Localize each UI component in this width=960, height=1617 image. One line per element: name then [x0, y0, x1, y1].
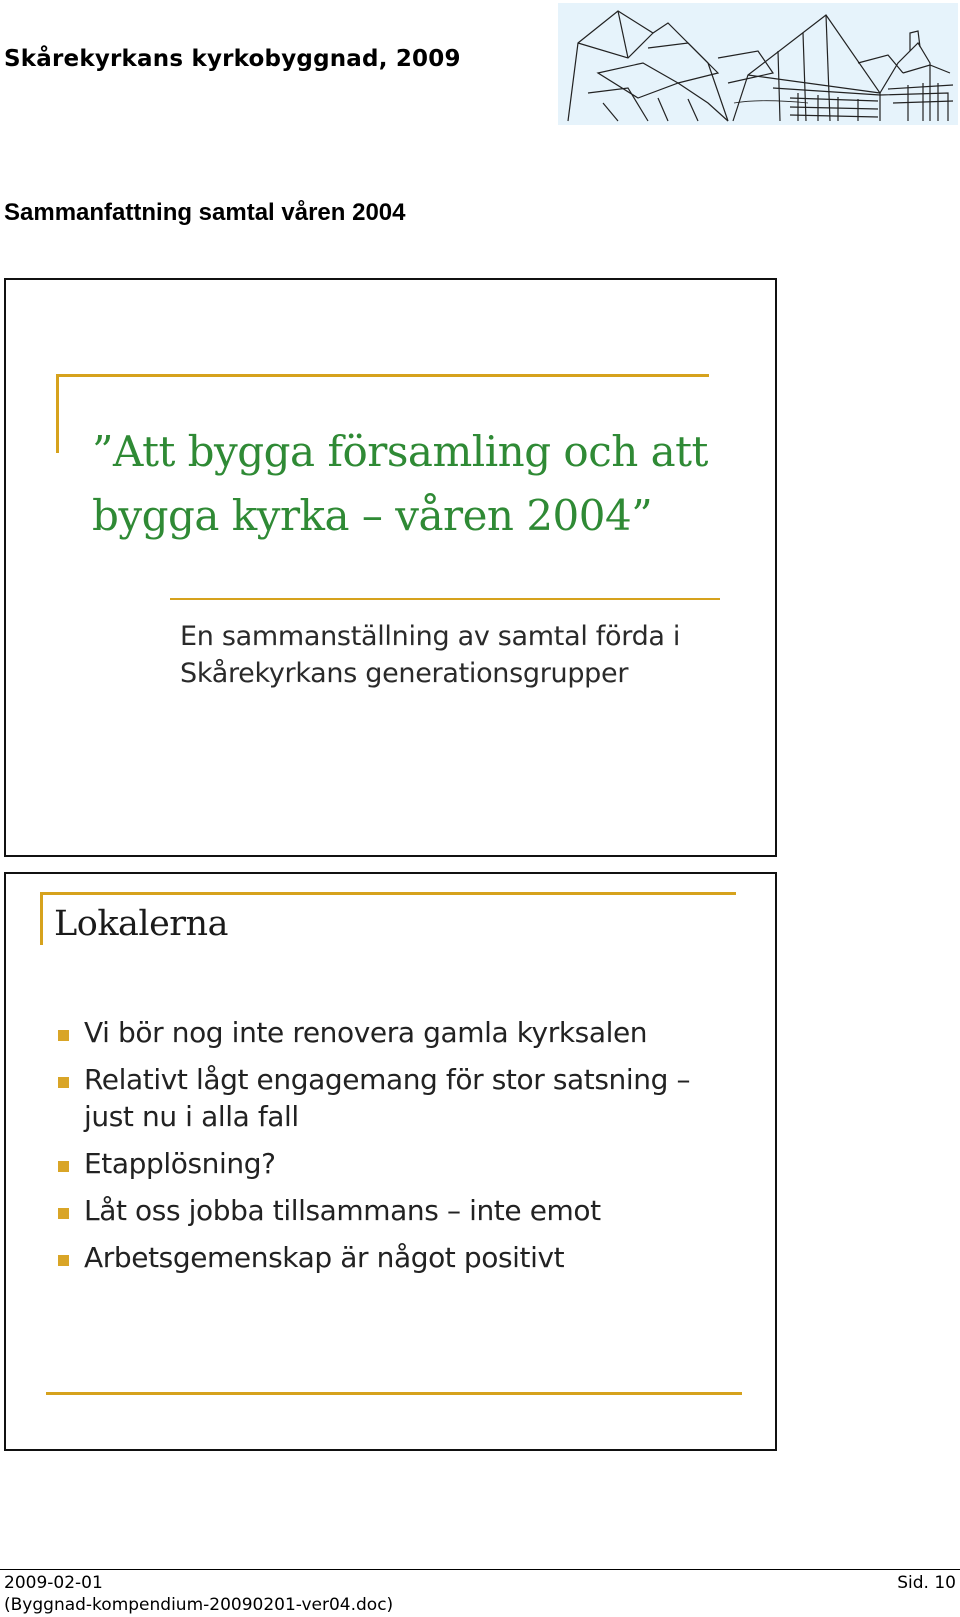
slide-subtitle-line-1: En sammanställning av samtal förda i [180, 621, 681, 652]
page-number: Sid. 10 [897, 1573, 956, 1593]
slide-left-rule [56, 374, 59, 453]
bullet-item [50, 1061, 704, 1135]
slide-top-rule [56, 374, 709, 377]
square-bullet-icon [58, 1077, 69, 1088]
bullet-item [50, 1145, 730, 1182]
square-bullet-icon [58, 1030, 69, 1041]
bullet-list [50, 1014, 730, 1286]
bullet-text: Etapplösning? [84, 1147, 276, 1180]
slide-title-line-2: bygga kyrka – våren 2004” [92, 491, 653, 540]
slide-title-page [4, 278, 777, 857]
bullet-text: Relativt lågt engagemang för stor satsning – just nu i alla fall [84, 1063, 691, 1133]
footer-date: 2009-02-01 [4, 1573, 103, 1593]
slide-subtitle [180, 618, 740, 692]
slide-subtitle-rule [170, 598, 720, 600]
square-bullet-icon [58, 1255, 69, 1266]
slide-subtitle-line-2: Skårekyrkans generationsgrupper [180, 658, 629, 689]
square-bullet-icon [58, 1161, 69, 1172]
bullet-item [50, 1239, 730, 1276]
footer-divider [0, 1569, 960, 1570]
church-sketch-illustration [558, 3, 958, 125]
document-title: Skårekyrkans kyrkobyggnad, 2009 [4, 46, 461, 72]
slide-lokalerna [4, 872, 777, 1451]
square-bullet-icon [58, 1208, 69, 1219]
bullet-text: Vi bör nog inte renovera gamla kyrksalen [84, 1016, 648, 1049]
bullet-text: Arbetsgemenskap är något positivt [84, 1241, 565, 1274]
bullet-item [50, 1014, 730, 1051]
footer-filename: (Byggnad-kompendium-20090201-ver04.doc) [4, 1595, 394, 1615]
slide-title-line-1: ”Att bygga församling och att [92, 427, 708, 476]
slide-top-rule [40, 892, 736, 895]
slide-title: Lokalerna [54, 904, 228, 944]
bullet-text: Låt oss jobba tillsammans – inte emot [84, 1194, 601, 1227]
slide-left-rule [40, 892, 43, 945]
bullet-item [50, 1192, 730, 1229]
section-title: Sammanfattning samtal våren 2004 [4, 199, 406, 226]
slide-title [92, 420, 732, 548]
slide-bottom-rule [46, 1392, 742, 1395]
